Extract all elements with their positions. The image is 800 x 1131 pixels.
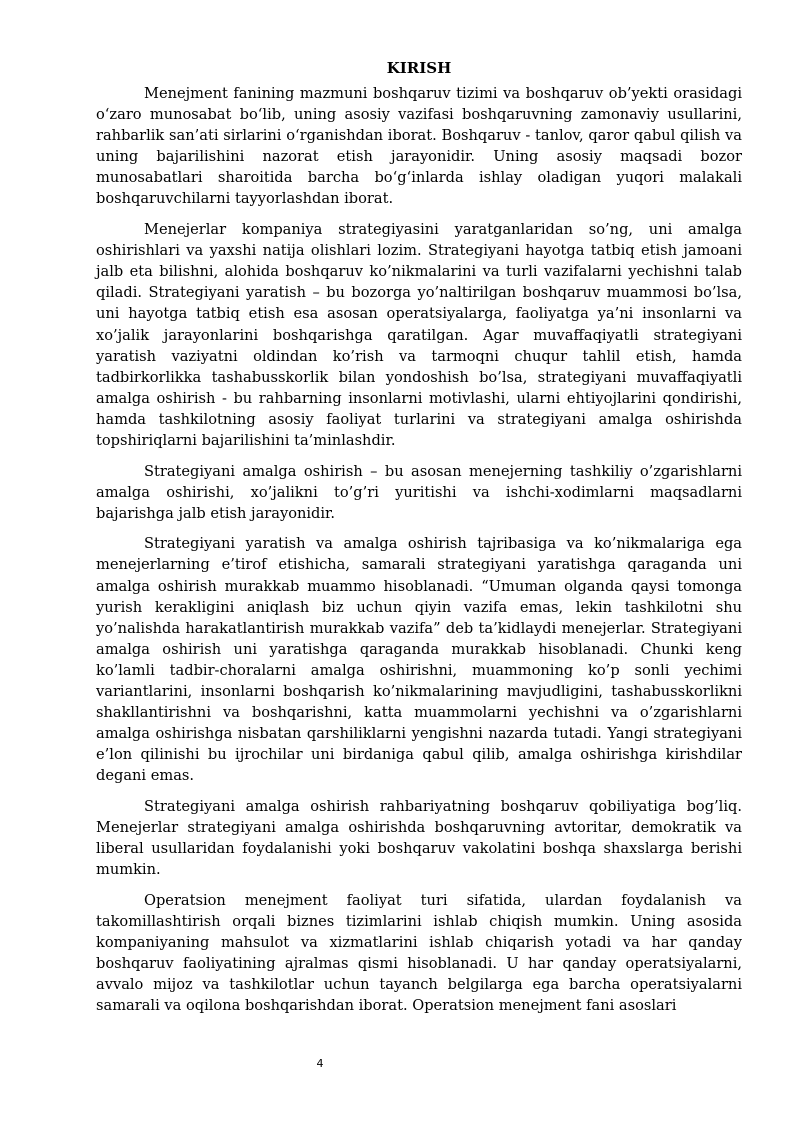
- page-number: 4: [316, 1057, 324, 1070]
- paragraph: Operatsion menejment faoliyat turi sifatida, ulardan foydalanish va takomillashtirish orqali biznes tizimlarini ishlab chiqish mumkin. Uning asosida kompaniyaning mahsulot va xizmatlarini ishlab chiqarish yotadi va har qanday boshqaruv faoliyatining ajralmas qismi hisoblanadi. U har qanday operatsiyalarni, avvalo mijoz va tashkilotlar uchun tayanch belgilarga ega barcha operatsiyalarni samarali va oqilona boshqarishdan iborat. Operatsion menejment fani asoslari: [96, 891, 742, 1015]
- paragraph: Strategiyani amalga oshirish rahbariyatning boshqaruv qobiliyatiga bog’liq. Menejerlar strategiyani amalga oshirishda boshqaruvning avtoritar, demokratik va liberal usullaridan foydalanishi yoki boshqaruv vakolatini boshqa shaxslarga berishi mumkin.: [96, 798, 742, 879]
- document-page: [96, 58, 742, 1026]
- paragraph: Menejment fanining mazmuni boshqaruv tizimi va boshqaruv ob’yekti orasidagi o‘zaro munosabat bo‘lib, uning asosiy vazifasi boshqaruvning zamonaviy usullarini, rahbarlik san’ati sirlarini o‘rganishdan iborat. Boshqaruv - tanlov, qaror qabul qilish va uning bajarilishini nazorat etish jarayonidir. Uning asosiy maqsadi bozor munosabatlari sharoitida barcha bo‘g‘inlarda ishlay oladigan yuqori malakali boshqaruvchilarni tayyorlashdan iborat.: [96, 85, 742, 208]
- document-title: KIRISH: [386, 59, 452, 77]
- paragraph: Menejerlar kompaniya strategiyasini yaratganlaridan so’ng, uni amalga oshirishlari va yaxshi natija olishlari lozim. Strategiyani hayotga tatbiq etish jamoani jalb eta bilishni, alohida boshqaruv ko’nikmalarini va turli vazifalarni yechishni talab qiladi. Strategiyani yaratish – bu bozorga yo’naltirilgan boshqaruv muammosi bo’lsa, uni hayotga tatbiq etish esa asosan operatsiyalarga, faoliyatga ya’ni insonlarni va xo’jalik jarayonlarini boshqarishga qaratilgan. Agar muvaffaqiyatli strategiyani yaratish vaziyatni oldindan ko’rish va tarmoqni chuqur tahlil etish, hamda tadbirkorlikka tashabusskorlik bilan yondoshish bo’lsa, strategiyani muvaffaqiyatli amalga oshirish - bu rahbarning insonlarni motivlashi, ularni ehtiyojlarini qondirishi, hamda tashkilotning asosiy faoliyat turlarini va strategiyani amalga oshirishda topshiriqlarni bajarilishini ta’minlashdir.: [96, 221, 742, 449]
- paragraph: Strategiyani amalga oshirish – bu asosan menejerning tashkiliy o’zgarishlarni amalga oshirishi, xo’jalikni to’g’ri yuritishi va ishchi-xodimlarni maqsadlarni bajarishga jalb etish jarayonidir.: [96, 462, 742, 522]
- paragraph: Strategiyani yaratish va amalga oshirish tajribasiga va ko’nikmalariga ega menejerlarning e’tirof etishicha, samarali strategiyani yaratishga qaraganda uni amalga oshirish murakkab muammo hisoblanadi. “Umuman olganda qaysi tomonga yurish kerakligini aniqlash biz uchun qiyin vazifa emas, lekin tashkilotni shu yo’nalishda harakatlantirish murakkab vazifa” deb ta’kidlaydi menejerlar. Strategiyani amalga oshirish uni yaratishga qaraganda murakkab hisoblanadi. Chunki keng ko’lamli tadbir-choralarni amalga oshirishni, muammoning ko’p sonli yechimi variantlarini, insonlarni boshqarish ko’nikmalarining mavjudligini, tashabusskorlikni shakllantirishni va boshqarishni, katta muammolarni yechishni va o’zgarishlarni amalga oshirishga nisbatan qarshiliklarni yengishni nazarda tutadi. Yangi strategiyani e’lon qilinishi bu ijrochilar uni birdaniga qabul qilib, amalga oshirishga kirishdilar degani emas.: [96, 535, 742, 785]
